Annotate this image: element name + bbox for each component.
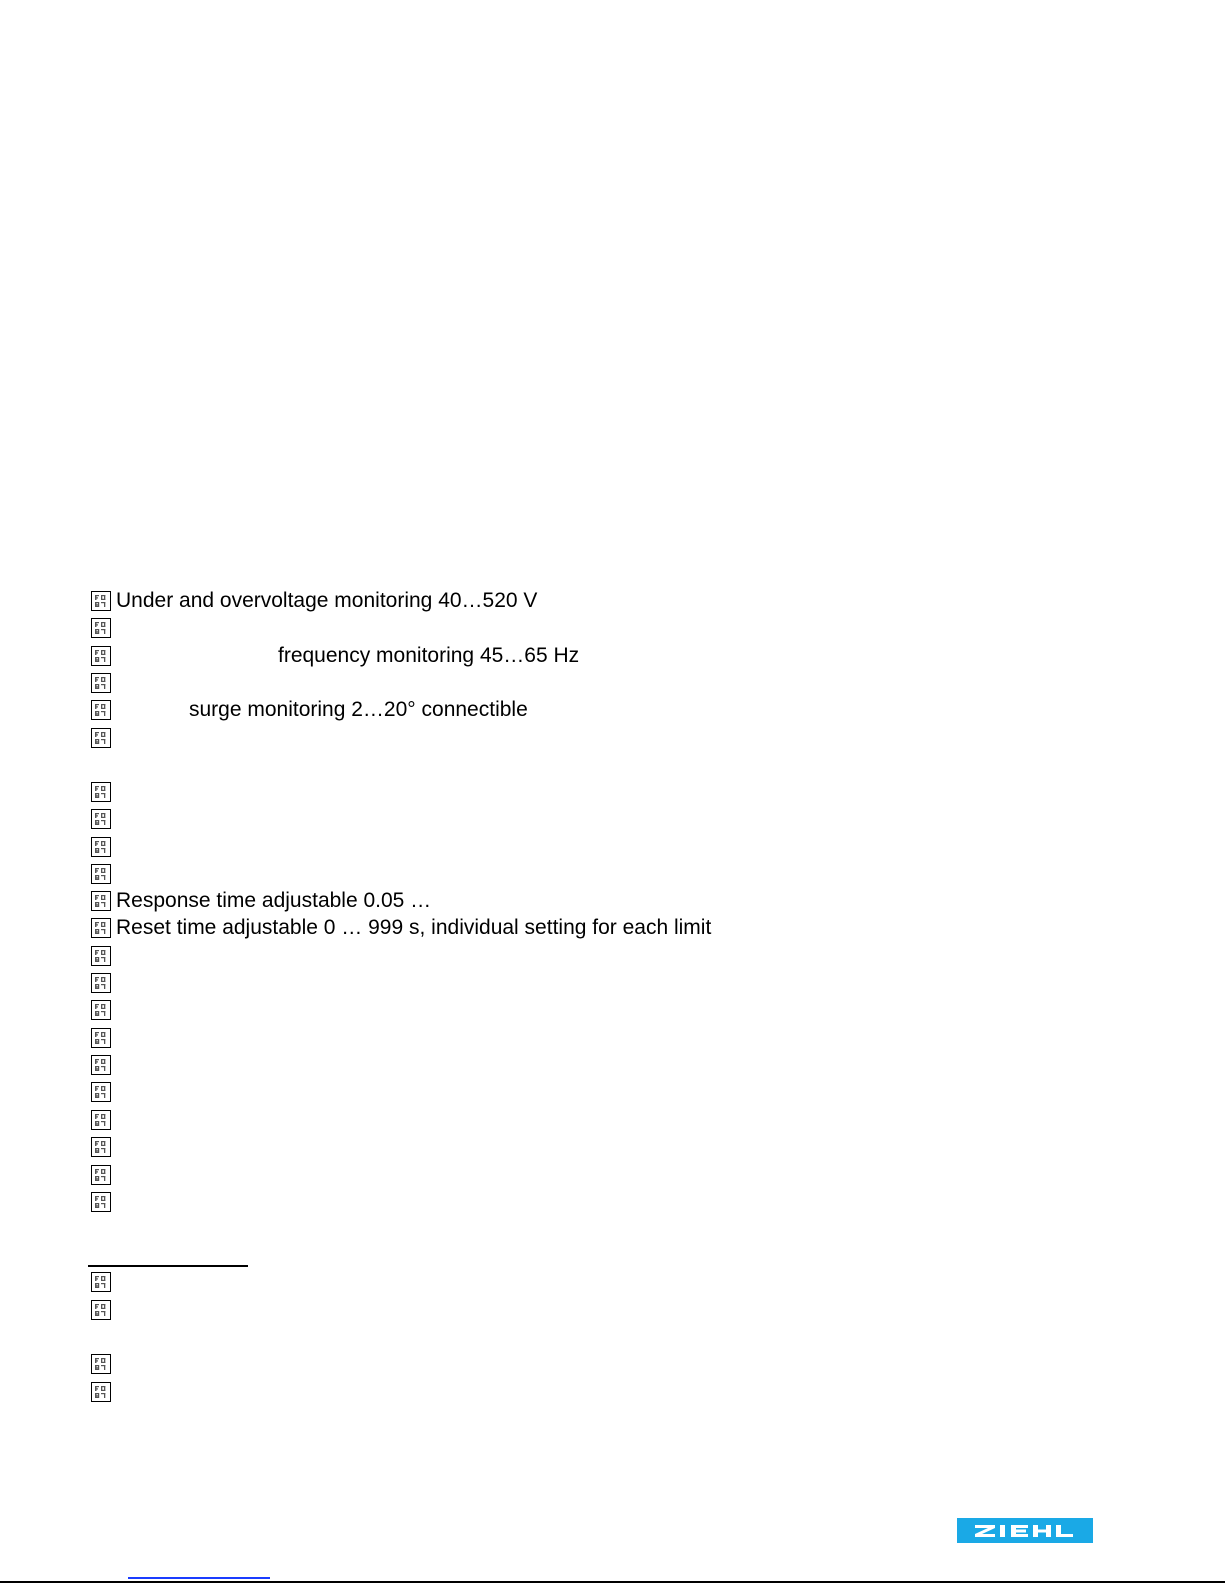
footer-rule — [0, 1581, 1225, 1583]
missing-glyph-icon — [91, 1082, 111, 1102]
missing-glyph-icon — [91, 700, 111, 720]
missing-glyph-icon — [91, 673, 111, 693]
missing-glyph-icon — [91, 864, 111, 884]
list-item-text: frequency monitoring 45…65 Hz — [278, 644, 580, 667]
missing-glyph-icon — [91, 782, 111, 802]
section-heading-rule — [88, 1265, 248, 1267]
feature-list — [91, 0, 1141, 1400]
missing-glyph-icon — [91, 1272, 111, 1292]
missing-glyph-icon — [91, 1137, 111, 1157]
list-item-text: Under and overvoltage monitoring 40…520 V — [116, 589, 538, 612]
missing-glyph-icon — [91, 1000, 111, 1020]
ziehl-logo-mark — [957, 1518, 1093, 1543]
missing-glyph-icon — [91, 809, 111, 829]
footer-link-underline[interactable] — [128, 1577, 270, 1579]
missing-glyph-icon — [91, 646, 111, 666]
missing-glyph-icon — [91, 837, 111, 857]
missing-glyph-icon — [91, 618, 111, 638]
missing-glyph-icon — [91, 973, 111, 993]
missing-glyph-icon — [91, 728, 111, 748]
list-item-text: Reset time adjustable 0 … 999 s, individual setting for each limit — [116, 916, 712, 939]
missing-glyph-icon — [91, 591, 111, 611]
missing-glyph-icon — [91, 946, 111, 966]
missing-glyph-icon — [91, 1165, 111, 1185]
missing-glyph-icon — [91, 1028, 111, 1048]
missing-glyph-icon — [91, 891, 111, 911]
missing-glyph-icon — [91, 1110, 111, 1130]
missing-glyph-icon — [91, 1382, 111, 1402]
missing-glyph-icon — [91, 1354, 111, 1374]
missing-glyph-icon — [91, 1192, 111, 1212]
list-item-text: Response time adjustable 0.05 … — [116, 889, 432, 912]
list-item-text: surge monitoring 2…20° connectible — [189, 698, 528, 721]
missing-glyph-icon — [91, 918, 111, 938]
missing-glyph-icon — [91, 1055, 111, 1075]
ziehl-logo — [957, 1518, 1093, 1543]
missing-glyph-icon — [91, 1300, 111, 1320]
